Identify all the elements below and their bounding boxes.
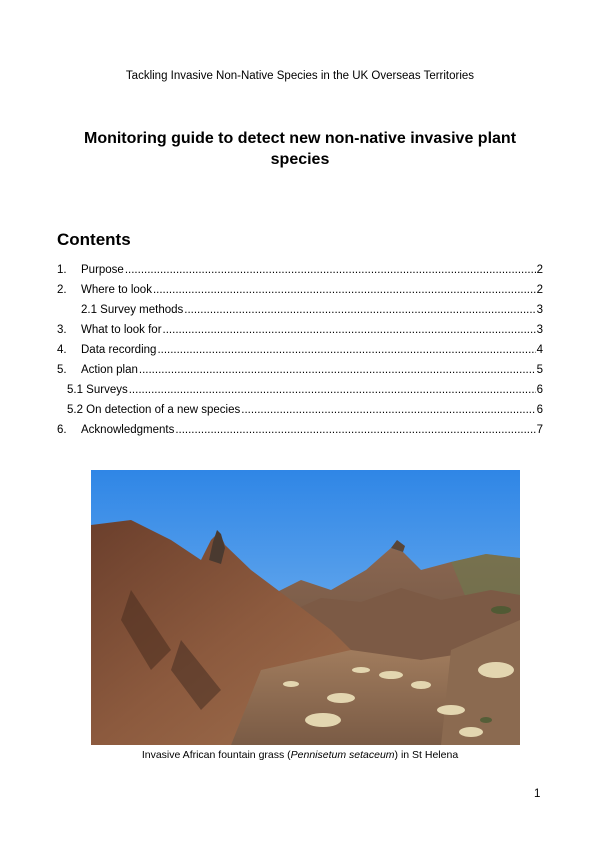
toc-title: Acknowledgments: [81, 424, 175, 436]
toc-leader: [129, 382, 536, 398]
contents-heading: Contents: [57, 230, 131, 249]
toc-leader: [175, 422, 535, 438]
document-title: [70, 128, 530, 170]
toc-leader: [184, 302, 535, 318]
toc-number: 5.: [57, 364, 67, 376]
toc-page: 2: [536, 264, 543, 276]
title-line-2: species: [270, 151, 330, 168]
landscape-photo: [91, 470, 520, 745]
toc-page: 2: [536, 284, 543, 296]
toc-leader: [241, 402, 535, 418]
toc-page: 3: [536, 304, 543, 316]
toc-page: 7: [536, 424, 543, 436]
toc-leader: [157, 342, 535, 358]
toc-leader: [163, 322, 536, 338]
caption-species: Pennisetum setaceum: [290, 749, 395, 761]
toc-entry-acknowledgments[interactable]: [57, 422, 543, 442]
caption-prefix: Invasive African fountain grass (: [141, 749, 291, 761]
toc-number: 4.: [57, 344, 67, 356]
toc-title: 2.1 Survey methods: [81, 304, 184, 316]
toc-leader: [153, 282, 536, 298]
toc-page: 6: [536, 384, 543, 396]
toc-entry-action-plan[interactable]: [57, 362, 543, 382]
toc-number: 3.: [57, 324, 67, 336]
running-header: Tackling Invasive Non-Native Species in the UK Overseas Territories: [125, 70, 475, 82]
toc-title: Purpose: [81, 264, 124, 276]
table-of-contents: [57, 262, 543, 442]
toc-title: What to look for: [81, 324, 162, 336]
toc-entry-where-to-look[interactable]: [57, 282, 543, 302]
page-number: 1: [534, 788, 541, 800]
toc-entry-data-recording[interactable]: [57, 342, 543, 362]
title-line-1: Monitoring guide to detect new non-native invasive plant: [83, 130, 517, 147]
toc-title: 5.2 On detection of a new species: [67, 404, 241, 416]
toc-title: Action plan: [81, 364, 138, 376]
toc-title: Data recording: [81, 344, 157, 356]
toc-page: 4: [536, 344, 543, 356]
toc-entry-survey-methods[interactable]: [57, 302, 543, 322]
toc-entry-surveys[interactable]: [57, 382, 543, 402]
toc-leader: [139, 362, 536, 378]
toc-page: 6: [536, 404, 543, 416]
toc-number: 6.: [57, 424, 67, 436]
toc-page: 3: [536, 324, 543, 336]
toc-leader: [125, 262, 536, 278]
toc-entry-what-to-look-for[interactable]: [57, 322, 543, 342]
toc-entry-purpose[interactable]: [57, 262, 543, 282]
toc-entry-on-detection[interactable]: [57, 402, 543, 422]
toc-number: 1.: [57, 264, 67, 276]
toc-title: 5.1 Surveys: [67, 384, 128, 396]
figure-caption: [0, 749, 600, 762]
toc-title: Where to look: [81, 284, 152, 296]
caption-suffix: ) in St Helena: [394, 749, 459, 761]
toc-number: 2.: [57, 284, 67, 296]
toc-page: 5: [536, 364, 543, 376]
